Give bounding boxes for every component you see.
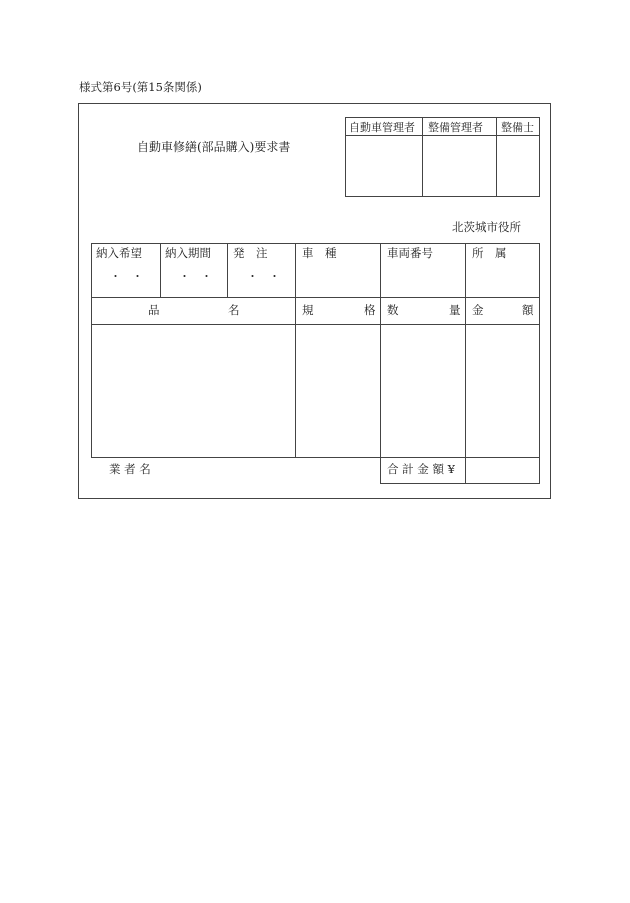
approval-stamp-cell-maintenance-manager[interactable]: [422, 135, 495, 196]
delivery-period-date[interactable]: ・ ・: [179, 270, 212, 283]
total-amount-label: 合 計 金 額 ¥: [387, 462, 455, 476]
amount-header-part2: 額: [522, 303, 534, 317]
approval-header-mechanic: 整備士: [501, 121, 534, 134]
spec-header-part2: 格: [364, 303, 376, 317]
quantity-header-part1: 数: [387, 303, 399, 317]
item-name-header-part1: 品: [148, 303, 160, 317]
delivery-request-date[interactable]: ・ ・: [110, 270, 143, 283]
approval-header-maintenance-manager: 整備管理者: [428, 121, 483, 134]
office-name: 北茨城市役所: [452, 220, 521, 234]
amount-cell[interactable]: [466, 325, 539, 457]
document-title: 自動車修繕(部品購入)要求書: [137, 140, 291, 154]
vehicle-number-label: 車両番号: [387, 246, 433, 260]
quantity-header-part2: 量: [449, 303, 461, 317]
total-amount-cell[interactable]: [466, 458, 539, 483]
amount-header-part1: 金: [472, 303, 484, 317]
approval-stamp-cell-mechanic[interactable]: [496, 135, 539, 196]
approval-header-vehicle-manager: 自動車管理者: [349, 121, 415, 134]
spec-header-part1: 規: [302, 303, 314, 317]
vehicle-type-label: 車 種: [302, 246, 337, 260]
item-name-header-part2: 名: [228, 303, 240, 317]
spec-cell[interactable]: [296, 325, 380, 457]
order-date[interactable]: ・ ・: [247, 270, 280, 283]
vendor-name-label: 業 者 名: [109, 462, 151, 476]
quantity-cell[interactable]: [381, 325, 465, 457]
order-label: 発 注: [233, 246, 268, 260]
delivery-period-label: 納入期間: [165, 246, 211, 260]
delivery-request-label: 納入希望: [96, 246, 142, 260]
item-name-cell[interactable]: [92, 325, 295, 457]
form-number-label: 様式第6号(第15条関係): [79, 80, 202, 94]
approval-stamp-cell-vehicle-manager[interactable]: [346, 135, 421, 196]
department-label: 所 属: [472, 246, 507, 260]
